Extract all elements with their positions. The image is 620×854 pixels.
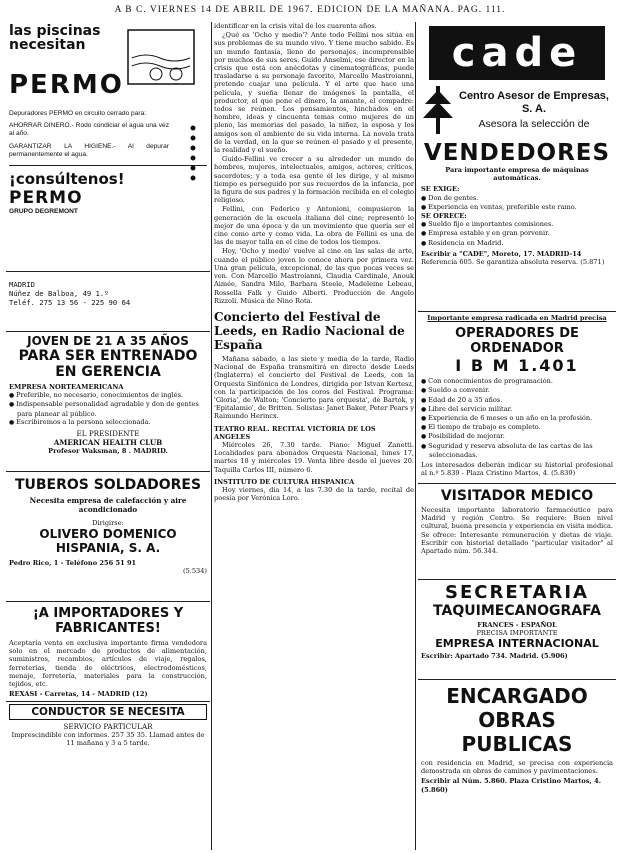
visitador-body: Necesita importante laboratorio farmacéutico para Madrid y región Centro. Se requiere: Buen nivel cultural, buena presencia y experiencia en visita médica. Se ofrece: Interesante remuneración y dietas de viaje. Escribir con historial detallado "particular visitador" al Apartado núm. 56.344. [421, 506, 613, 556]
concert-body: Mañana sábado, a las siete y media de la tarde, Radio Nacional de España transmitirá en directo desde Leeds (Inglaterra) el concierto del Festival de Leeds, con la Orquesta Sinfónica de Londres, dirigida por Istvan Kertesz, con la participación de los coros del Festival. Programa: 'Gloria', de Walton; 'Concierto para orquesta', de Bartók, y 'Epitalamio', de Britten. Solistas: Janet Baker, Peter Pears y Raimundo Herincx. [214, 354, 414, 421]
list-item: ● Sueldo a convenir. [421, 386, 613, 395]
list-item: ● Experiencia de 6 meses o un año en la profesión. [421, 414, 613, 423]
permo-ad [6, 22, 210, 272]
tuberos-company: OLIVERO DOMENICO HISPANIA, S. A. [39, 527, 177, 556]
instituto-body: Hoy viernes, día 14, a las 7.30 de la tarde, recital de poesía por Verónica Loro. [214, 485, 414, 503]
list-item: ● Libre del servicio militar. [421, 405, 613, 414]
gerencia-sign-2: AMERICAN HEALTH CLUB [53, 438, 163, 448]
permo-brand: PERMO [9, 70, 124, 100]
list-item: ● El tiempo de trabajo es completo. [421, 423, 613, 432]
cade-addr: Escribir a "CADE", Moreto, 17. MADRID-14 [421, 249, 582, 258]
cade-ofrece-heading: SE OFRECE: [421, 212, 467, 221]
secretaria-lang: FRANCES - ESPAÑOL [477, 621, 557, 629]
permo-body-3: GARANTIZAR LA HIGIENE.- Al depurar permanentemente el agua. [9, 142, 169, 158]
list-item: ● Con conocimientos de programación. [421, 377, 613, 386]
conductor-title: CONDUCTOR SE NECESITA [9, 704, 207, 720]
cade-ref: Referencia 605. Se garantiza absoluta reserva. (5.871) [421, 258, 605, 267]
list-item: ● Empresa estable y en gran porvenir. [421, 229, 613, 238]
secretaria-precisa: PRECISA IMPORTANTE [476, 629, 558, 638]
article-para: ¿Qué es 'Ocho y medio'? Ante todo Fellini nos sitúa en sus problemas de su mundo vivo. Y tiene mucho sabido. Es un mundo fantasía, lleno de personajes, incomprensible por muchos de sus seres. Guido Anselmi, ese director en la crisis que está con anécdotas y cinematográficas, puede trasladarse a su personaje favorito, Marcello Mastroianni, pretende cuajar una película. Y el arte que hace una película, y sueña llenar de imágenes la pantalla, el productor, el que pone el dinero, la amante, el compadre: todos se reúnen. Los pensamientos, hinchados en el hombre, ideas y cincuenta temas como mujeres de un pleno, las memorias del pasado, la niñez, la esposa y los amigos son el ambiente de su vida interna. La novela trata de la verdad, en la que se reúnen el pasado y el presente, la realidad y el sueño. [214, 31, 414, 155]
cade-tree-icon [421, 84, 455, 136]
gerencia-sign-1: EL PRESIDENTE [76, 429, 140, 439]
permo-consult: ¡consúltenos! [9, 170, 125, 189]
visitador-title: VISITADOR MEDICO [440, 488, 594, 504]
article-para: Fellini, con Federico y Antonioni, compusieron la generación de la escuela italiana del cine; representó lo mejor de una época y de un movimiento que quería ser el cine como arte y como vida. La obra de Fellini es una de las de mayor talla en el cine de todos los tiempos. [214, 205, 414, 247]
importadores-body: Aceptaría venta en exclusiva importante firma vendedora solo en el mercado de productos de alimentación, suministros, recambios, artículos de viaje, regalos, ferreterías, tienda de eléctricos, electrodomésticos, menaje, ferretería, materiales para la construcción, tejidos, etc. [9, 639, 207, 689]
list-item: ● Don de gentes. [421, 194, 613, 203]
secretaria-company: EMPRESA INTERNACIONAL [435, 637, 599, 651]
tuberos-dir: Dirigirse: [92, 519, 124, 527]
ibm-foot: Los interesados deberán indicar su historial profesional al n.º 5.839 - Plaza Cristino Martos, 4. (5.839) [421, 461, 613, 478]
ibm-intro: Importante empresa radicada en Madrid precisa [427, 314, 607, 322]
column-divider [211, 22, 212, 850]
column-middle [214, 22, 414, 850]
teatro-heading: TEATRO REAL. RECITAL VICTORIA DE LOS ANGELES [214, 424, 376, 441]
article-para: Guido-Fellini ve crecer a su alrededor un mundo de hombres, mujeres, intelectuales, amigos, actores, críticos, sacerdotes; y a toda esa gente él les dirige, y al mismo tiempo es perseguido por sus recuerdos de la infancia, por la figura de sus padres y la formación recibida en el colegio religioso. [214, 155, 414, 205]
list-item: ● Escribiremos a la persona seleccionada. [9, 418, 207, 427]
tuberos-title: TUBEROS SOLDADORES [14, 477, 202, 493]
importadores-ad [6, 602, 210, 702]
gerencia-title-2: PARA SER ENTRENADO [18, 348, 198, 364]
permo-city: MADRID [9, 280, 35, 289]
list-item: ● Residencia en Madrid. [421, 239, 613, 248]
encargado-title: ENCARGADO [446, 684, 588, 708]
tuberos-sub: Necesita empresa de calefacción y aire acondicionado [29, 496, 187, 514]
permo-tel: Teléf. 275 13 56 - 225 90 64 [9, 298, 131, 307]
column-divider [415, 22, 416, 850]
permo-brand-2: PERMO [9, 188, 83, 209]
list-item: ● Edad de 20 a 35 años. [421, 396, 613, 405]
list-item: ● Sueldo fijo e importantes comisiones. [421, 220, 613, 229]
secretaria-ad [418, 580, 616, 680]
list-item: ● Seguridad y reserva absoluta de las cartas de las seleccionadas. [421, 442, 613, 459]
ibm-ad [418, 312, 616, 484]
gerencia-title-3: EN GERENCIA [55, 364, 161, 380]
list-item: ● Preferible, no necesario, conocimientos de inglés. [9, 391, 207, 400]
secretaria-title-2: TAQUIMECANOGRAFA [433, 603, 601, 619]
concert-heading: Concierto del Festival de Leeds, en Radio Nacional de España [214, 309, 405, 352]
permo-headline: las piscinas necesitan [9, 23, 101, 53]
cade-center-1: Centro Asesor de Empresas, S. A. [459, 89, 609, 115]
instituto-heading: INSTITUTO DE CULTURA HISPANICA [214, 477, 355, 486]
secretaria-title: SECRETARIA [445, 582, 589, 603]
article-para: Hoy, 'Ocho y medio' vuelve al cine en las salas de arte, cuando el público joven lo conoce ahora por primera vez. Una gran película, excepcional, de las que pocas veces se ven. Con Marcello Mastroianni, Claudia Cardinale, Anouk Aimée, Sandra Milo, Barbara Steele, Madeleine Lebeau, Rossella Falk y Guido Alberti. Producción de Angelo Rizzoli. Música de Nino Rota. [214, 247, 414, 305]
column-right [418, 22, 616, 850]
deco-dots-icon [184, 122, 202, 192]
column-left [6, 22, 210, 850]
gerencia-company: EMPRESA NORTEAMERICANA [9, 383, 124, 391]
ibm-model: I B M 1.401 [455, 356, 579, 376]
cade-ad [418, 22, 616, 312]
gerencia-items [9, 391, 207, 427]
list-item: ● Experiencia en ventas, preferible este ramo. [421, 203, 613, 212]
conductor-sub: SERVICIO PARTICULAR [63, 722, 153, 731]
encargado-title-2: OBRAS PUBLICAS [461, 708, 573, 756]
encargado-addr: Escribir al Núm. 5.860. Plaza Cristino Martos, 4. (5.860) [421, 777, 602, 794]
gerencia-title-1: JOVEN DE 21 A 35 AÑOS [27, 334, 189, 348]
tuberos-ref: (5.534) [182, 567, 207, 576]
tuberos-addr: Pedro Rico, 1 - Teléfono 256 51 91 [9, 559, 137, 568]
visitador-ad [418, 484, 616, 580]
pool-illustration [126, 28, 196, 86]
cade-center-2: Asesora la selección de [478, 117, 590, 130]
encargado-body: con residencia en Madrid, se precisa con experiencia demostrada en obras de caminos y pavimentaciones. [421, 759, 613, 776]
gerencia-ad [6, 332, 210, 472]
secretaria-addr: Escribir: Apartado 734. Madrid. (5.906) [421, 652, 568, 661]
article-para: identificar en la crisis vital de los cuarenta años. [214, 22, 377, 30]
permo-body-2: AHORRAR DINERO.- Rodo condiciar el agua una vez al año. [9, 122, 169, 138]
conductor-ad [6, 702, 210, 762]
permo-addr: Núñez de Balboa, 49 1.º [9, 289, 109, 298]
conductor-body: Imprescindible con informes. 257 35 35. Llamad antes de 11 mañana y 3 a 5 tarde. [11, 731, 205, 748]
cade-exige-heading: SE EXIGE: [421, 185, 460, 194]
list-item: ● Indispensable personalidad agradable y don de gentes para planear al público. [9, 400, 207, 417]
cade-logo: cade [429, 26, 605, 80]
tuberos-ad [6, 472, 210, 602]
cade-title: VENDEDORES [423, 140, 611, 166]
permo-group: GRUPO DEGREMONT [9, 208, 78, 216]
gerencia-sign-3: Profesor Waksman, 8 . MADRID. [48, 447, 168, 456]
ibm-title: OPERADORES DE ORDENADOR [455, 326, 579, 357]
list-item: ● Posibilidad de mejorar. [421, 432, 613, 441]
permo-body-1: Depuradores PERMO en circuito cerrado para: [9, 110, 147, 117]
permo-address [6, 272, 210, 332]
encargado-ad [418, 680, 616, 794]
teatro-body: Miércoles 26, 7.30 tarde. Piano: Miguel Zanetti. Localidades para abonados Orquesta Nacional, lunes 17, martes 18 y miércoles 19. Venta libre desde el jueves 20. Taquilla Carlos III, número 6. [214, 440, 414, 474]
page-header: A B C. VIERNES 14 DE ABRIL DE 1967. EDICION DE LA MAÑANA. PAG. 111. [114, 5, 506, 15]
importadores-title: ¡A IMPORTADORES Y FABRICANTES! [32, 606, 184, 636]
importadores-addr: REXASI - Carretas, 14 - MADRID (12) [9, 690, 148, 699]
cade-sub: Para importante empresa de máquinas automáticas. [445, 166, 589, 183]
